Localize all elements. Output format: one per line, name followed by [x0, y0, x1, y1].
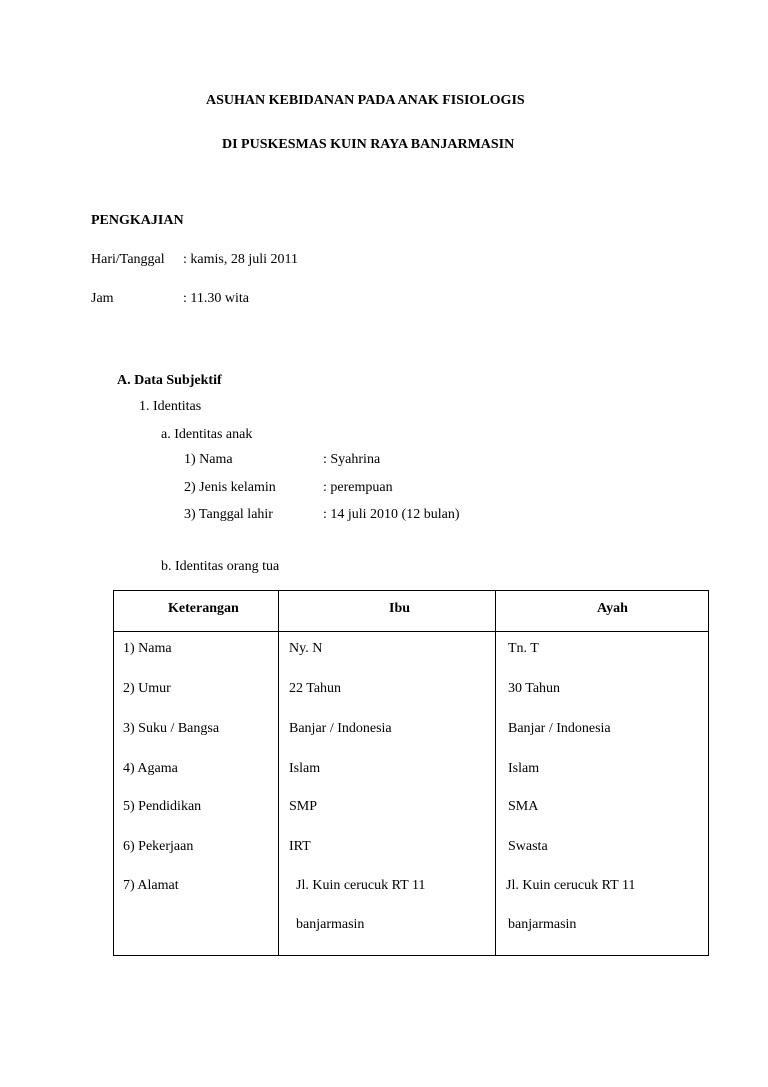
table-cell: 3) Suku / Bangsa — [123, 721, 220, 736]
anak-jenis-kelamin-label: 2) Jenis kelamin — [184, 480, 276, 495]
table-cell: Jl. Kuin cerucuk RT 11 — [296, 878, 426, 893]
hari-tanggal-label: Hari/Tanggal — [91, 252, 165, 267]
table-cell: 22 Tahun — [289, 681, 342, 696]
table-column-divider — [278, 591, 279, 955]
table-cell: Banjar / Indonesia — [508, 721, 611, 736]
document-title-line1: ASUHAN KEBIDANAN PADA ANAK FISIOLOGIS — [206, 93, 525, 108]
document-title-line2: DI PUSKESMAS KUIN RAYA BANJARMASIN — [222, 137, 515, 152]
anak-jenis-kelamin-value: : perempuan — [323, 480, 393, 495]
table-cell: 1) Nama — [123, 641, 172, 656]
identitas-item: 1. Identitas — [139, 399, 202, 414]
table-cell: SMA — [508, 799, 539, 814]
jam-label: Jam — [91, 291, 114, 306]
anak-nama-label: 1) Nama — [184, 452, 233, 467]
table-cell: Banjar / Indonesia — [289, 721, 392, 736]
jam-value: : 11.30 wita — [183, 291, 249, 306]
table-cell: 7) Alamat — [123, 878, 179, 893]
table-cell: 30 Tahun — [508, 681, 561, 696]
table-cell: 5) Pendidikan — [123, 799, 202, 814]
anak-tanggal-lahir-label: 3) Tanggal lahir — [184, 507, 273, 522]
table-cell: banjarmasin — [296, 917, 365, 932]
table-cell: 4) Agama — [123, 761, 178, 776]
table-cell: 2) Umur — [123, 681, 171, 696]
identitas-orang-tua-item: b. Identitas orang tua — [161, 559, 280, 574]
anak-nama-value: : Syahrina — [323, 452, 381, 467]
section-a-heading: A. Data Subjektif — [117, 373, 222, 388]
table-cell: Tn. T — [508, 641, 539, 656]
pengkajian-heading: PENGKAJIAN — [91, 213, 184, 228]
table-cell: IRT — [289, 839, 311, 854]
identitas-orang-tua-table — [113, 590, 709, 956]
hari-tanggal-value: : kamis, 28 juli 2011 — [183, 252, 298, 267]
anak-tanggal-lahir-value: : 14 juli 2010 (12 bulan) — [323, 507, 460, 522]
table-cell: Swasta — [508, 839, 548, 854]
table-header-ayah: Ayah — [597, 601, 628, 616]
table-cell: Islam — [289, 761, 321, 776]
table-cell: 6) Pekerjaan — [123, 839, 194, 854]
table-column-divider — [495, 591, 496, 955]
table-cell: Islam — [508, 761, 540, 776]
table-cell: SMP — [289, 799, 318, 814]
table-cell: banjarmasin — [508, 917, 577, 932]
table-header-divider — [114, 631, 708, 632]
table-header-keterangan: Keterangan — [168, 601, 239, 616]
table-cell: Ny. N — [289, 641, 323, 656]
table-header-ibu: Ibu — [389, 601, 411, 616]
identitas-anak-item: a. Identitas anak — [161, 427, 253, 442]
table-cell: Jl. Kuin cerucuk RT 11 — [506, 878, 636, 893]
